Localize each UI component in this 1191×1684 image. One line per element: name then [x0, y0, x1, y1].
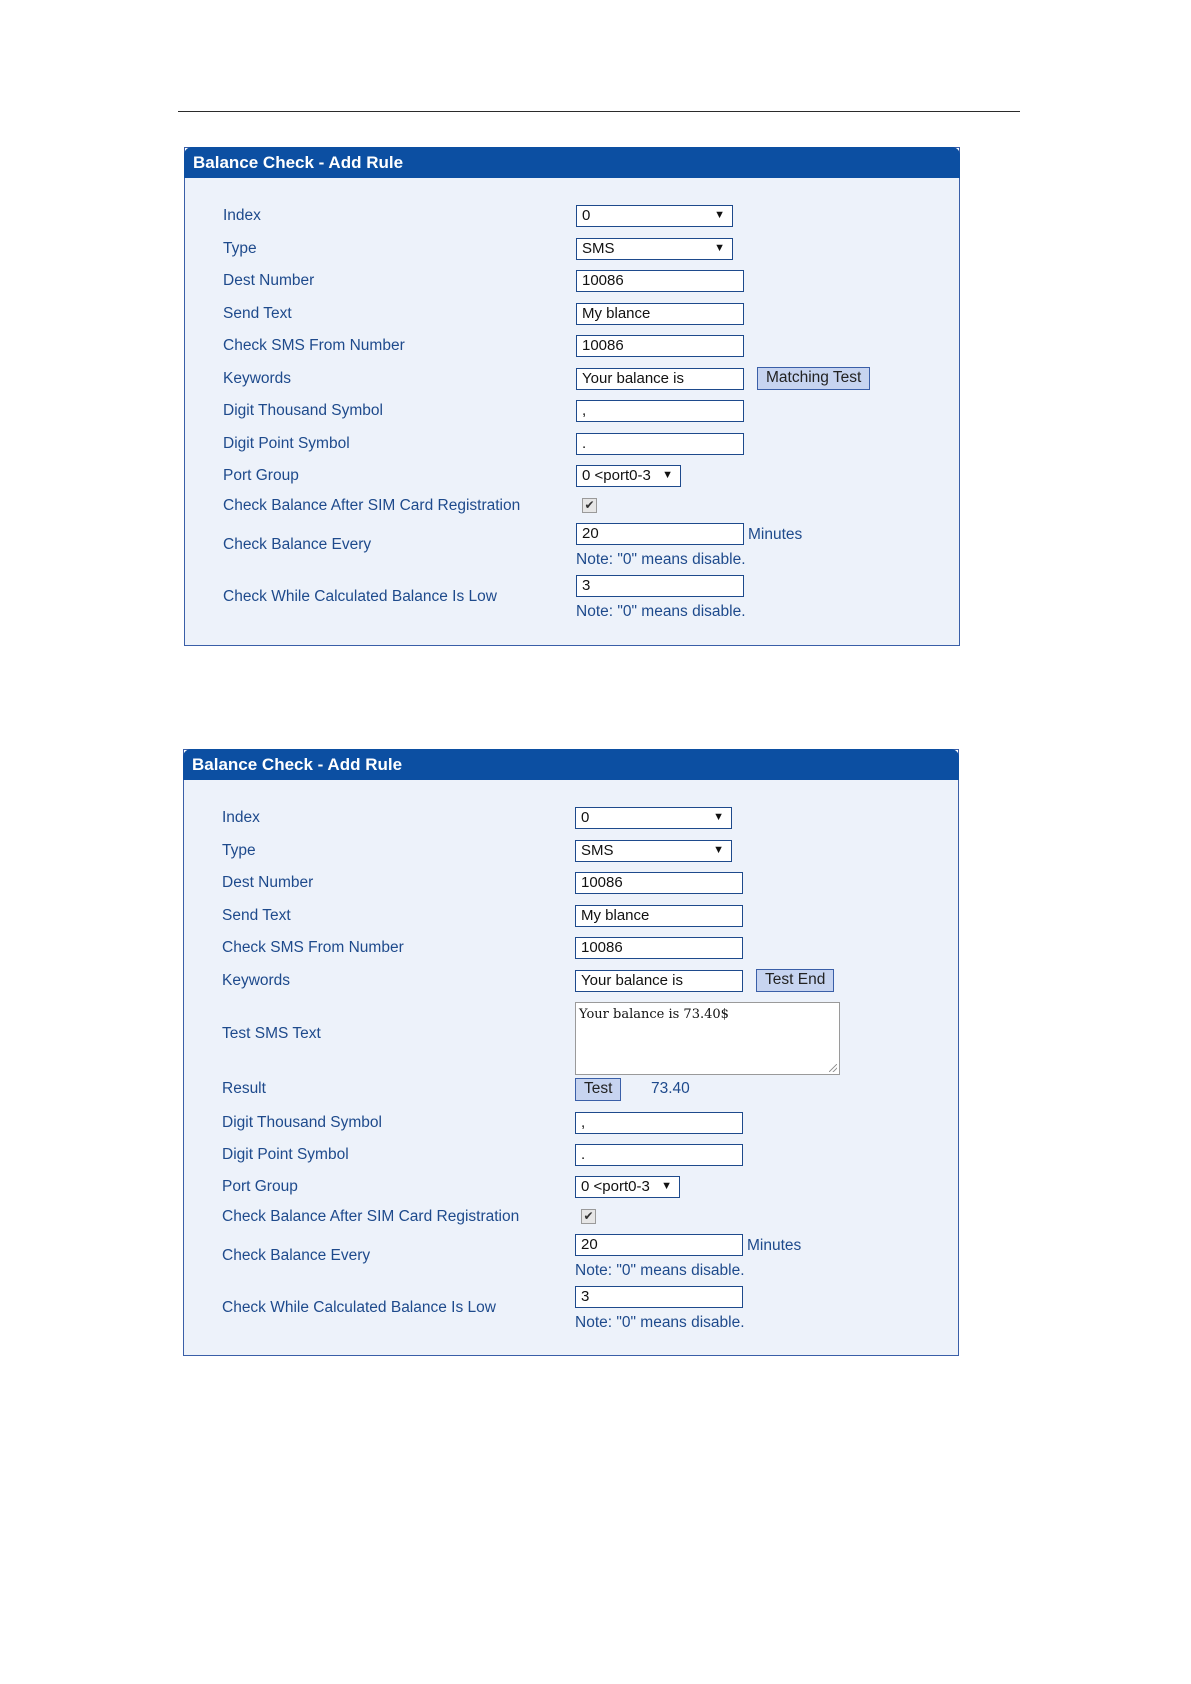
dropdown-arrow-icon: ▼: [714, 209, 725, 221]
type-value: SMS: [581, 842, 614, 859]
check-sms-from-input[interactable]: 10086: [575, 937, 743, 959]
check-every-note: Note: "0" means disable.: [576, 551, 746, 568]
checkmark-icon: ✔: [583, 1209, 594, 1223]
dropdown-arrow-icon: ▼: [714, 242, 725, 254]
port-group-label: Port Group: [223, 467, 299, 484]
index-value: 0: [581, 809, 590, 826]
check-after-sim-checkbox[interactable]: [582, 498, 597, 513]
check-low-label: Check While Calculated Balance Is Low: [222, 1299, 496, 1316]
checkmark-icon: ✔: [584, 498, 595, 512]
index-label: Index: [223, 207, 261, 224]
test-sms-textarea[interactable]: [575, 1002, 840, 1075]
port-group-label: Port Group: [222, 1178, 298, 1195]
type-label: Type: [222, 842, 256, 859]
send-text-label: Send Text: [222, 907, 291, 924]
type-label: Type: [223, 240, 257, 257]
dest-number-label: Dest Number: [222, 874, 314, 891]
dest-number-label: Dest Number: [223, 272, 315, 289]
digit-thousand-input[interactable]: ,: [576, 400, 744, 422]
dropdown-arrow-icon: ▼: [713, 844, 724, 856]
check-every-note: Note: "0" means disable.: [575, 1262, 745, 1279]
balance-check-panel-1: [184, 147, 960, 646]
index-select[interactable]: [576, 205, 733, 227]
check-after-sim-label: Check Balance After SIM Card Registration: [223, 497, 521, 514]
type-value: SMS: [582, 240, 615, 257]
digit-point-input[interactable]: .: [575, 1144, 743, 1166]
digit-point-label: Digit Point Symbol: [222, 1146, 349, 1163]
dest-number-input[interactable]: 10086: [575, 872, 743, 894]
send-text-label: Send Text: [223, 305, 292, 322]
result-value: 73.40: [651, 1080, 690, 1097]
keywords-label: Keywords: [223, 370, 292, 387]
panel-body: [184, 780, 958, 1355]
index-value: 0: [582, 207, 591, 224]
type-select[interactable]: [575, 840, 732, 862]
minutes-unit: Minutes: [748, 526, 803, 543]
dropdown-arrow-icon: ▼: [713, 811, 724, 823]
resize-grip-icon[interactable]: [829, 1064, 837, 1072]
digit-thousand-input[interactable]: ,: [575, 1112, 743, 1134]
digit-thousand-label: Digit Thousand Symbol: [222, 1114, 382, 1131]
test-button[interactable]: Test: [575, 1078, 621, 1101]
dropdown-arrow-icon: ▼: [661, 1180, 672, 1192]
check-every-input[interactable]: 20: [575, 1234, 743, 1256]
check-after-sim-checkbox[interactable]: [581, 1209, 596, 1224]
page-top-rule: [178, 111, 1020, 112]
keywords-label: Keywords: [222, 972, 291, 989]
check-every-label: Check Balance Every: [222, 1247, 371, 1264]
type-select[interactable]: [576, 238, 733, 260]
digit-thousand-label: Digit Thousand Symbol: [223, 402, 383, 419]
digit-point-input[interactable]: .: [576, 433, 744, 455]
send-text-input[interactable]: My blance: [575, 905, 743, 927]
port-group-select[interactable]: [575, 1176, 680, 1198]
dropdown-arrow-icon: ▼: [662, 469, 673, 481]
check-low-label: Check While Calculated Balance Is Low: [223, 588, 497, 605]
check-low-input[interactable]: 3: [576, 575, 744, 597]
check-sms-from-label: Check SMS From Number: [222, 939, 404, 956]
matching-test-button[interactable]: Matching Test: [757, 367, 870, 390]
minutes-unit: Minutes: [747, 1237, 802, 1254]
test-sms-text-label: Test SMS Text: [222, 1025, 321, 1042]
check-low-note: Note: "0" means disable.: [576, 603, 746, 620]
dest-number-input[interactable]: 10086: [576, 270, 744, 292]
balance-check-panel-2: [183, 749, 959, 1356]
check-every-label: Check Balance Every: [223, 536, 372, 553]
port-group-value: 0 <port0-3: [581, 1178, 650, 1195]
check-sms-from-input[interactable]: 10086: [576, 335, 744, 357]
port-group-select[interactable]: [576, 465, 681, 487]
index-label: Index: [222, 809, 260, 826]
check-low-input[interactable]: 3: [575, 1286, 743, 1308]
check-low-note: Note: "0" means disable.: [575, 1314, 745, 1331]
keywords-input[interactable]: Your balance is: [575, 970, 743, 992]
send-text-input[interactable]: My blance: [576, 303, 744, 325]
panel-title: Balance Check - Add Rule: [183, 749, 959, 780]
test-sms-text-value: Your balance is 73.40$: [579, 1007, 729, 1022]
digit-point-label: Digit Point Symbol: [223, 435, 350, 452]
keywords-input[interactable]: Your balance is: [576, 368, 744, 390]
panel-title: Balance Check - Add Rule: [184, 147, 960, 178]
check-after-sim-label: Check Balance After SIM Card Registration: [222, 1208, 520, 1225]
test-end-button[interactable]: Test End: [756, 969, 834, 992]
port-group-value: 0 <port0-3: [582, 467, 651, 484]
check-sms-from-label: Check SMS From Number: [223, 337, 405, 354]
index-select[interactable]: [575, 807, 732, 829]
check-every-input[interactable]: 20: [576, 523, 744, 545]
result-label: Result: [222, 1080, 266, 1097]
